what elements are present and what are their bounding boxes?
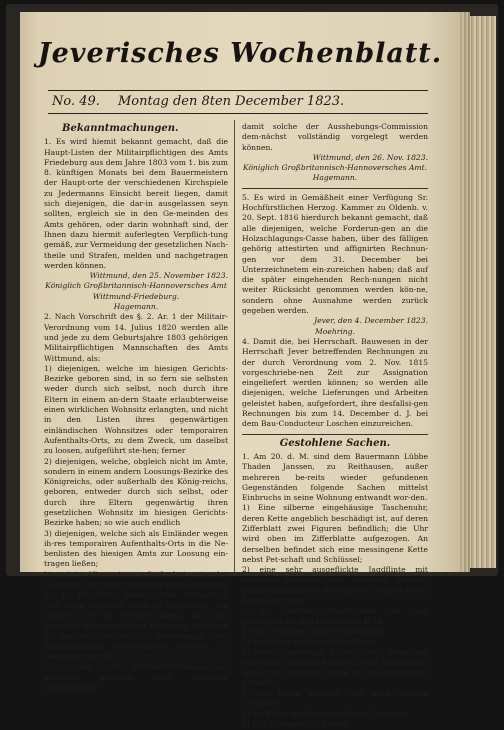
notice-2-signature: Hagemann. [312,173,358,183]
issue-line [48,90,428,114]
stolen-item: 4) ein schmalzer tuchener Kleidrock, [242,626,385,636]
stolen-item: 9) Elle Cammertuch Leinen; [242,719,351,729]
section-heading-stolen: Gestohlene Sachen. [279,437,391,449]
stolen-intro: 1. Am 20. d. M. sind dem Bauermann Lübbe Thaden Janssen, zu Reithausen, außer mehreren be-reits wieder gefundenen Gegenständen folgende Sachen mittelst Einbruchs in seine Wohnung entwandt wor-den. [242,451,428,503]
issue-number: No. 49. [52,94,100,109]
divider [242,188,428,189]
notice-1-authority: Königlich Großbritannisch-Hannoversches Amt Wittmund-Friedeburg. [45,281,227,301]
notice-3-text: 5. Es wird in Gemäßheit einer Verfügung Sr. Hochfürstlichen Herzog. Kammer zu Oldenb. v. 20. Sept. 1816 hierdurch bekannt gemacht, daß alle diejenigen, welche Forderun-gen an die Holzschlagungs-Casse haben, über des fälligen gehörig attestirten und affignirten Rechnun-gen vor dem 31. December bei Unterzeichnetem ein-zureichen haben; daß auf die später eingehenden Rech-nungen nicht weiter Rücksicht genommen werden kön-ne, sondern ohne Ausnahme werden zurück gegeben werden. [242,192,428,316]
section-heading-announcements: Bekanntmachungen. [62,123,179,134]
newspaper-page [20,12,460,729]
notice-3-signature: Moehring. [315,326,355,336]
issue-date: Montag den 8ten December 1823. [118,94,345,109]
stolen-item: 8) ein Paare weiße baumwollene Strümpfe; [242,709,409,719]
notice-2-item-1: 1) diejenigen, welche im hiesigen Gerichts-Bezirke geboren sind, in so fern sie selbsten weder durch sich selbst, noch durch ihre Eltern in einem an-dern Staate erlaubterweise einen wirklichen Wohnsitz erlangten, und nicht in den Listen ihres gegenwärtigen einländischen Wohnsitzes oder temporairen Aufenthalts-Orts, zu dem Zweck, um daselbst zu loosen, aufgeführt ste-hen; ferner [44,363,228,456]
page-edges [462,16,496,568]
notice-2-authority: Königlich Großbritannisch-Hannoversches Amt. [242,163,428,173]
stolen-item: 1) Eine silberne eingehäusige Taschenuhr, deren Kette angeblich beschädigt ist, auf deren Zifferblatt zwei Figuren befindlich; die Uhr wird oben im Zifferblatte aufgezogen. An derselben befindet sich eine messingene Kette nebst Pet-schaft und Schlüssel; [242,503,428,564]
stolen-item: 7) ein Paare schwarz und weiß wollene Strümpfe; [242,688,428,709]
notice-2-item-3: 3) diejenigen, welche sich als Einländer wegen ih-res temporairen Aufenthalts-Orts in die Ne-benlisten des hiesigen Amts zur Loosung ein-tragen ließen; [44,528,228,569]
stolen-item: 5) eine blaue tuchene lange Hose; [242,637,374,647]
masthead-title: Jeverisches Wochenblatt. [37,38,443,69]
left-column [44,122,228,693]
stolen-item: 3) ein silberner Mantelhaken von rund gearbeitet mit den Buchstaben B. H.; [242,606,428,626]
notice-1-text: 1. Es wird hiemit bekannt gemacht, daß die Haupt-Listen der Militairpflichtigen des Amts Friedeburg aus dem Jahre 1803 vom 1. bis zum 8. künftigen Monats bei dem Bauermeistern der Haupt-orte der verschiedenen Kirchspiele zu Jedermanns Einsicht bereit liegen, damit sich diejenigen, die dar-in ausgelassen seyn sollten, ergleich sie in den Ge-meinden des Amts gehören, oder darin wohnhaft sind, der Ihnen dazu hiermit auferlegten Verpflich-tung gemäß, zur Vermeidung der gesetzlichen Nach-theile und Strafen, melden und nachgetragen werden können. [44,137,228,270]
notice-1-date: Wittmund, den 25. November 1823. [89,271,228,281]
notice-2-summons: hiermit im Allgemeinen aufgefordert, entweder in Person oder durch gehörige Bevollmächtigte am 16. December dieses Jahres, Morgens 9 Uhr, beim hie-sigen Amte zu erscheinen, um zugleich ob sie Gründe haben, auf eine gänzliche oder vor-läufige Befreiung Anspruch zu machen, und die zur Begründung ihrer Reclamationen erforderlichen Beweise, in Gemäßheit der §§. 4. 5. 8. 9. 10. 11. 12. 13. 15. 16. 17 und 35 der Militair-Verordnung auf-merksam gemacht wird, vorläufig beizubringen, [44,569,228,693]
notice-4-text: 4. Damit die, bei Herrschaft. Bauwesen in der Herrschaft Jever betreffenden Rechnungen zu der durch Verordnung vom 2. Nov. 1815 vorgeschriebe-nen Zeit zur Assignation eingeliefert werden können; so werden alle diejenigen, welche Lieferungen und Arbeiten geleistet haben, aufgefordert, ihre desfallsi-gen Rechnungen bis zum 14. December d. J. bei dem Bau-Conducteur Loschen einzureichen. [242,336,428,429]
right-column [242,122,428,729]
notice-2-continuation: damit solche der Ausshebungs-Commission dem-nächst vollständig vorgelegt werden können. [242,122,428,152]
notice-2-date: Wittmund, den 26. Nov. 1823. [312,152,428,162]
notice-1-signature: Hagemann. [113,302,159,312]
notice-2-item-2: 2) diejenigen, welche, obgleich nicht im Amte, sondern in einem andern Loosungs-Bezirke des Königreichs, oder außerhalb des König-reichs, geboren, entweder durch sich selbst, oder durch ihre Eltern gegenwärtig ihren gesetzlichen Wohnsitz im hiesigen Gerichts-Bezirke haben; so wie auch endlich [44,456,228,528]
column-divider [234,120,235,572]
notice-2-text: 2. Nach Vorschrift des §. 2. Ar. 1 der Militair-Verordnung vom 14. Julius 1820 werden alle und jede zu dem Geburtsjahre 1803 gehörigen Militairpflichtigen Mannschaften des Amts Wittmund, als: [44,312,228,363]
notice-3-date: Jever, den 4. December 1823. [314,316,428,326]
divider [242,434,428,435]
stolen-item: 2) eine sehr ausgeflickte Jagdflinte mit silbernen Zierlöven und ledernem Riemen, deren messin-gener Beschlag am Kolben etwas beschädigt war; [242,565,428,606]
book-scan [6,4,498,729]
stolen-item: 6) eine dunkelblaue kurzfürchene Manschaft mit glatten blanken Knöpfen nebst dergleichen Hose von hellblauer Farbe mit übersponnenen Knöpfen; [242,647,428,688]
